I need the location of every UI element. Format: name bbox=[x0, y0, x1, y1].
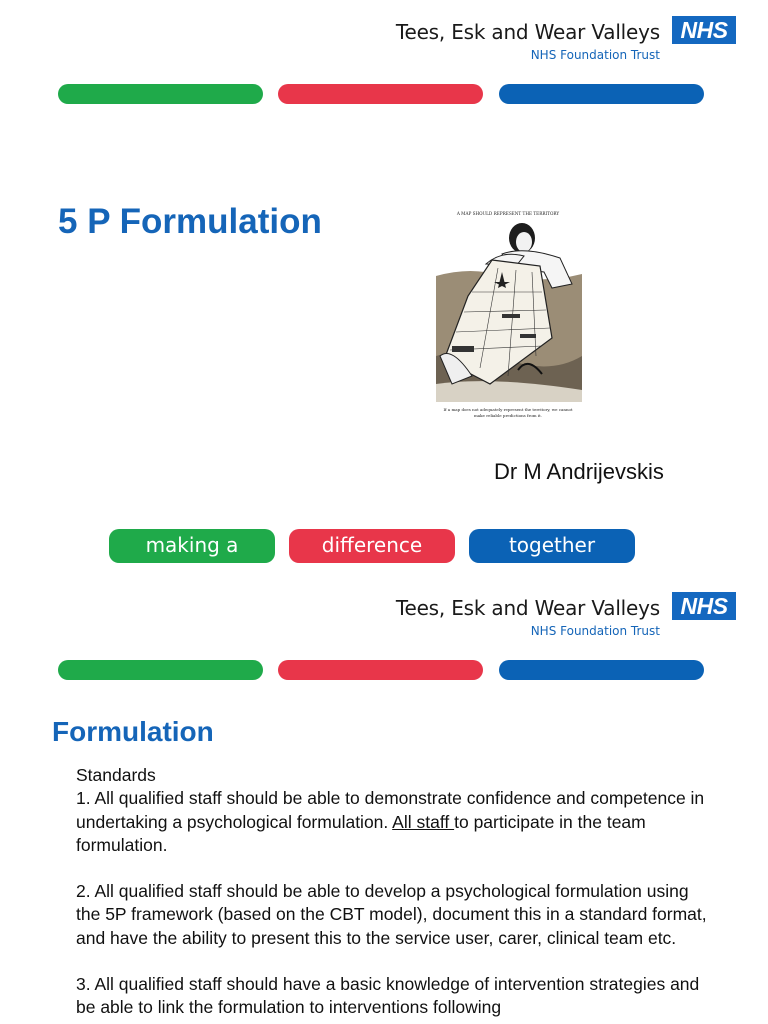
org-name: Tees, Esk and Wear Valleys bbox=[395, 20, 660, 44]
tagline-making-a: making a bbox=[109, 529, 275, 563]
map-illustration bbox=[432, 206, 584, 422]
nhs-logo: NHS bbox=[672, 16, 736, 44]
color-bars bbox=[58, 660, 704, 680]
blue-bar bbox=[499, 84, 704, 104]
org-header bbox=[396, 16, 736, 66]
green-bar bbox=[58, 660, 263, 680]
slide-title: Formulation bbox=[52, 716, 214, 747]
standards-text bbox=[76, 764, 716, 1020]
author-name: Dr M Andrijevskis bbox=[494, 459, 664, 484]
illustration-top-caption: A MAP SHOULD REPRESENT THE TERRITORY bbox=[456, 211, 560, 216]
org-subtitle: NHS Foundation Trust bbox=[530, 624, 660, 638]
standard-item-3: 3. All qualified staff should have a basic knowledge of intervention strategies and be able to link the formulation to interventions following bbox=[76, 974, 700, 1018]
org-name: Tees, Esk and Wear Valleys bbox=[395, 596, 660, 620]
tagline bbox=[109, 529, 635, 563]
illustration-bottom-caption-2: make reliable predictions from it. bbox=[473, 413, 543, 418]
org-header bbox=[396, 592, 736, 642]
tagline-together: together bbox=[469, 529, 635, 563]
red-bar bbox=[278, 660, 483, 680]
red-bar bbox=[278, 84, 483, 104]
all-staff-underlined: All staff bbox=[392, 811, 455, 832]
green-bar bbox=[58, 84, 263, 104]
color-bars bbox=[58, 84, 704, 104]
standard-item-1 bbox=[76, 787, 716, 857]
tagline-difference: difference bbox=[289, 529, 455, 563]
blue-bar bbox=[499, 660, 704, 680]
standard-item-1-end: to participate in the team formulation. bbox=[76, 811, 646, 855]
nhs-logo: NHS bbox=[672, 592, 736, 620]
standard-item-2: 2. All qualified staff should be able to develop a psychological formulation using the 5P framework (based on the CBT model), document this in a standard format, and have the ability to present this to the service user, carer, clinical team etc. bbox=[76, 881, 707, 948]
standard-item-1-text: 1. All qualified staff should be able to demonstrate confidence and competence in undertaking a psychological formulation. bbox=[76, 788, 705, 832]
org-subtitle: NHS Foundation Trust bbox=[530, 48, 660, 62]
formulation-slide bbox=[0, 576, 768, 1024]
standards-heading: Standards bbox=[76, 765, 156, 785]
illustration-bottom-caption-1: If a map does not adequately represent the territory, we cannot bbox=[443, 407, 573, 412]
slide-title: 5 P Formulation bbox=[58, 202, 322, 241]
